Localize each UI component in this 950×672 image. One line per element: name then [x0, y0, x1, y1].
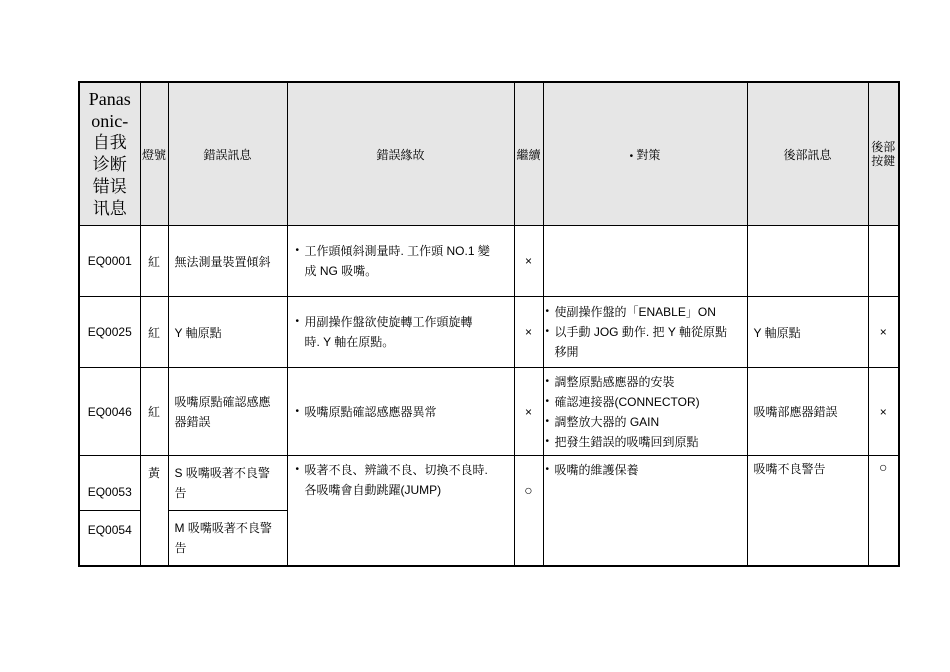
table-row [79, 297, 899, 368]
cause-text: 成 NG 吸嘴。 [304, 264, 378, 278]
table-row [79, 456, 899, 511]
measures-cell [543, 368, 747, 456]
error-message [168, 511, 287, 566]
brand-line: 诊断 [92, 155, 127, 175]
message-text: S 吸嘴吸著不良警 [174, 466, 270, 480]
measure-item: • 確認連接器(CONNECTOR) [546, 392, 743, 412]
message-text: 器錯誤 [174, 414, 211, 429]
error-cause [287, 456, 514, 566]
measures-cell [543, 456, 747, 566]
measure-item: • 把發生錯誤的吸嘴回到原點 [546, 432, 743, 452]
brand-line: 自我 [92, 133, 127, 153]
error-cause [287, 297, 514, 368]
message-text: 告 [174, 540, 187, 555]
measure-item: • 使副操作盤的「ENABLE」ON [546, 302, 743, 322]
table-row [79, 226, 899, 297]
header-cause: 錯誤緣故 [287, 82, 514, 226]
cause-text: 各吸嘴會自動跳躍(JUMP) [304, 483, 442, 497]
header-post-key-line: 後部 [871, 140, 896, 154]
post-key [868, 226, 899, 297]
continue-mark: × [514, 368, 543, 456]
cause-text: 吸著不良、辨識不良、切換不良時. [304, 463, 488, 477]
measure-item: • 調整放大器的 GAIN [546, 412, 743, 432]
error-cause [287, 368, 514, 456]
measure-text: 移開 [554, 345, 579, 359]
post-message: 吸嘴不良警告 [747, 456, 868, 566]
error-code: EQ0046 [79, 368, 140, 456]
error-code: EQ0001 [79, 226, 140, 297]
error-table [78, 81, 900, 567]
error-cause [287, 226, 514, 297]
measure-item: • 調整原點感應器的安裝 [546, 372, 743, 392]
error-code: EQ0053 [79, 456, 140, 511]
header-continue: 繼續 [514, 82, 543, 226]
post-message [747, 226, 868, 297]
cause-item [296, 241, 510, 281]
light-cell: 紅 [140, 226, 168, 297]
measure-text: 以手動 JOG 動作. 把 Y 軸從原點 [554, 325, 727, 339]
error-code: EQ0025 [79, 297, 140, 368]
light-cell: 黃 [140, 456, 168, 566]
brand-line: 讯息 [92, 199, 127, 219]
measure-item: • 吸嘴的維護保養 [546, 460, 743, 480]
cause-text: 時. Y 軸在原點。 [304, 335, 395, 349]
continue-mark: × [514, 226, 543, 297]
message-text: M 吸嘴吸著不良警 [174, 520, 272, 535]
header-measures-label: 對策 [636, 147, 661, 162]
error-message [168, 368, 287, 456]
cause-item [296, 312, 510, 352]
header-measures [543, 82, 747, 226]
error-code: EQ0054 [79, 511, 140, 566]
brand-line: 错误 [92, 177, 127, 197]
header-post-message: 後部訊息 [747, 82, 868, 226]
table-row [79, 368, 899, 456]
header-post-key-line: 按鍵 [871, 154, 896, 168]
light-cell: 紅 [140, 297, 168, 368]
post-key: ○ [868, 456, 899, 566]
post-message: 吸嘴部應器錯誤 [747, 368, 868, 456]
continue-mark: ○ [514, 456, 543, 566]
header-row [79, 82, 899, 226]
brand-line: onic- [91, 111, 129, 131]
cause-text: 用副操作盤欲使旋轉工作頭旋轉 [304, 315, 473, 329]
error-message: Y 軸原點 [168, 297, 287, 368]
measures-cell [543, 226, 747, 297]
error-message [168, 456, 287, 511]
message-text: 告 [174, 486, 187, 500]
brand-header [79, 82, 140, 226]
bullet-icon: • [629, 150, 634, 162]
measures-cell [543, 297, 747, 368]
measure-item [546, 322, 743, 362]
brand-line: Panas [88, 89, 131, 109]
header-message: 錯誤訊息 [168, 82, 287, 226]
light-cell: 紅 [140, 368, 168, 456]
header-post-key [868, 82, 899, 226]
cause-text: 工作頭傾斜測量時. 工作頭 NO.1 變 [304, 244, 490, 258]
post-key: × [868, 297, 899, 368]
header-light: 燈號 [140, 82, 168, 226]
cause-item: • 吸嘴原點確認感應器異常 [296, 402, 510, 422]
continue-mark: × [514, 297, 543, 368]
message-text: 吸嘴原點確認感應 [174, 394, 271, 409]
post-key: × [868, 368, 899, 456]
error-message: 無法測量裝置傾斜 [168, 226, 287, 297]
cause-item [296, 460, 510, 500]
post-message: Y 軸原點 [747, 297, 868, 368]
